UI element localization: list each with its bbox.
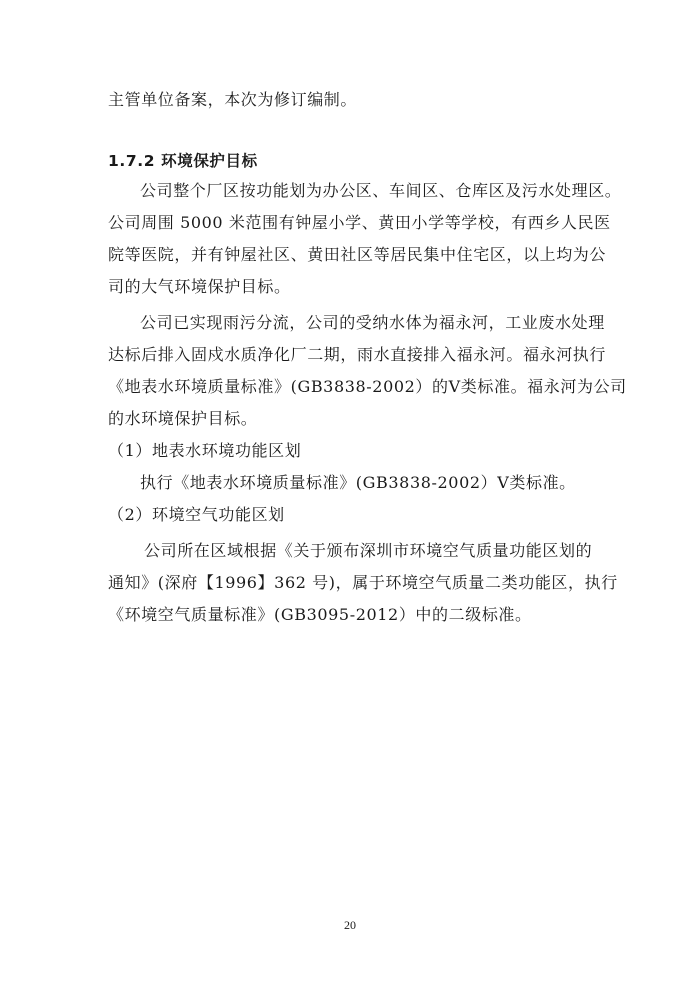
para3-line-3: 《环境空气质量标准》(GB3095-2012）中的二级标准。 xyxy=(108,605,532,624)
para3-line-1: 公司所在区域根据《关于颁布深圳市环境空气质量功能区划的 xyxy=(144,541,593,560)
para2-line-1: 公司已实现雨污分流，公司的受纳水体为福永河，工业废水处理 xyxy=(140,313,605,332)
para2-line-2: 达标后排入固戍水质净化厂二期，雨水直接排入福永河。福永河执行 xyxy=(108,345,607,364)
intro-line: 主管单位备案，本次为修订编制。 xyxy=(108,90,358,109)
subsection-1-text: 执行《地表水环境质量标准》(GB3838-2002）V类标准。 xyxy=(140,473,576,492)
para1-line-4: 司的大气环境保护目标。 xyxy=(108,277,291,296)
para2-line-4: 的水环境保护目标。 xyxy=(108,409,258,428)
subsection-2-title: （2）环境空气功能区划 xyxy=(108,505,285,524)
section-heading: 1.7.2 环境保护目标 xyxy=(108,152,258,170)
subsection-1-title: （1）地表水环境功能区划 xyxy=(108,441,302,460)
para3-line-2: 通知》(深府【1996】362 号)，属于环境空气质量二类功能区，执行 xyxy=(108,573,618,592)
para1-line-1: 公司整个厂区按功能划为办公区、车间区、仓库区及污水处理区。 xyxy=(140,181,622,200)
para2-line-3: 《地表水环境质量标准》(GB3838-2002）的V类标准。福永河为公司 xyxy=(108,377,627,396)
para1-line-2: 公司周围 5000 米范围有钟屋小学、黄田小学等学校，有西乡人民医 xyxy=(108,213,611,232)
para1-line-3: 院等医院，并有钟屋社区、黄田社区等居民集中住宅区，以上均为公 xyxy=(108,245,607,264)
page-number: 20 xyxy=(344,918,356,932)
